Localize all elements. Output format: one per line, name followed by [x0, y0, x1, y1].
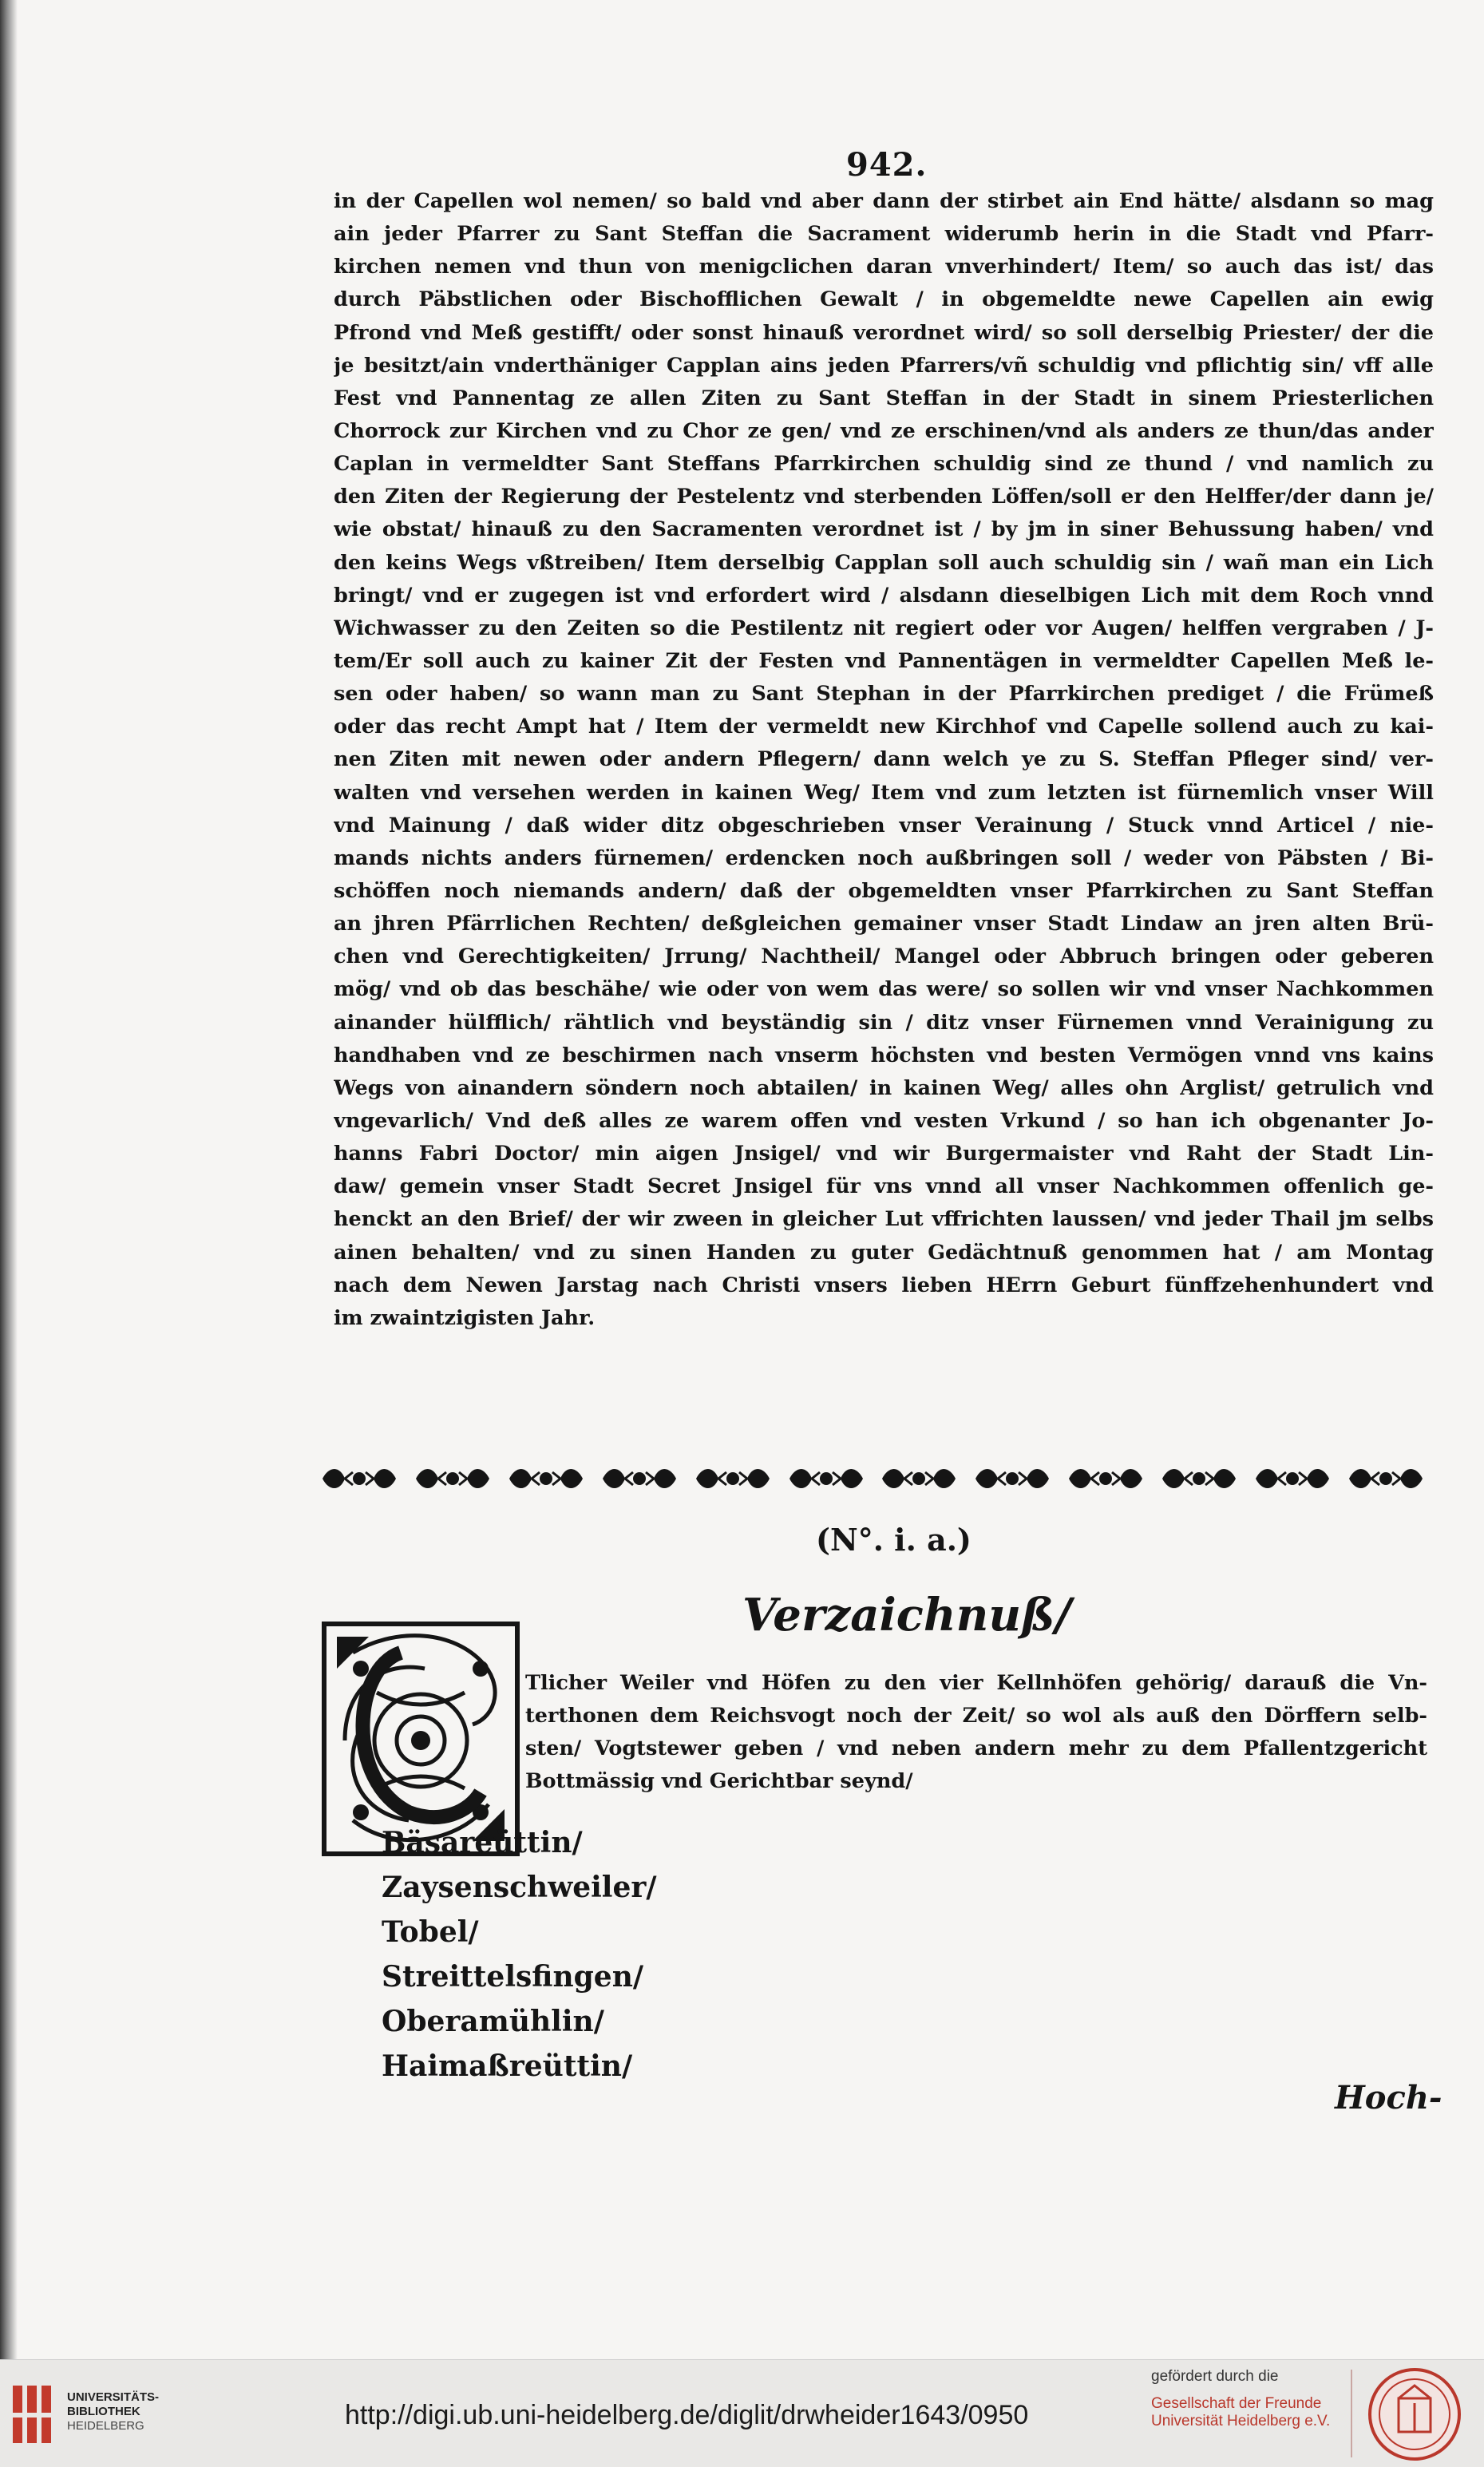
text-line: Caplan in vermeldter Sant Steffans Pfarrkirchen schuldig sind ze thund / vnd namlich zu: [334, 452, 1434, 477]
text-line: walten vnd versehen werden in kainen Weg/ Item vnd zum letzten ist fürnemlich vnser Will: [334, 780, 1434, 805]
text-line: ainander hülfflich/ rähtlich vnd beyständig sin / ditz vnser Fürnemen vnnd Verainigung zu: [334, 1010, 1434, 1035]
text-line: terthonen dem Reichsvogt noch der Zeit/ so wol als auß den Dörffern selb-: [525, 1704, 1427, 1728]
text-line: hanns Fabri Doctor/ min aigen Jnsigel/ vnd wir Burgermaister vnd Raht der Stadt Lin-: [334, 1142, 1434, 1166]
list-item: Zaysenschweiler/: [382, 1871, 657, 1904]
sponsor-line-1: Gesellschaft der Freunde: [1151, 2395, 1322, 2412]
text-line: nach dem Newen Jarstag nach Christi vnsers lieben HErrn Geburt fünffzehenhundert vnd: [334, 1273, 1434, 1297]
sponsor-label: gefördert durch die: [1151, 2368, 1279, 2385]
text-line: ainen behalten/ vnd zu sinen Handen zu guter Gedächtnuß genommen hat / am Montag: [334, 1240, 1434, 1265]
text-line: vngevarlich/ Vnd deß alles ze warem offen vnd vesten Vrkund / so han ich obgenanter Jo-: [334, 1108, 1434, 1133]
text-line: schöffen noch niemands andern/ daß der obgemeldten vnser Pfarrkirchen zu Sant Steffan: [334, 878, 1434, 903]
logo-line-3: HEIDELBERG: [67, 2419, 144, 2433]
sponsor-divider: [1351, 2370, 1352, 2457]
printer-ornament-icon: [505, 1463, 588, 1495]
text-line: henckt an den Brief/ der wir zween in gleicher Lut vffrichten laussen/ vnd jeder Thail jm selbs: [334, 1207, 1434, 1232]
text-line: Wegs von ainandern söndern noch abtailen/ in kainen Weg/ alles ohn Arglist/ getrulich vnd: [334, 1075, 1434, 1100]
text-line: oder das recht Ampt hat / Item der vermeldt new Kirchhof vnd Capelle sollend auch zu kai-: [334, 715, 1434, 739]
text-line: Pfrond vnd Meß gestifft/ oder sonst hinauß verordnet wird/ so soll derselbig Priester/ der die: [334, 320, 1434, 345]
list-item: Oberamühlin/: [382, 2005, 604, 2038]
text-line: durch Päbstlichen oder Bischofflichen Gewalt / in obgemeldte newe Capellen ain ewig: [334, 287, 1434, 312]
permalink-url[interactable]: http://digi.ub.uni-heidelberg.de/diglit/drwheider1643/0950: [345, 2400, 1029, 2430]
text-line: je besitzt/ain vnderthäniger Capplan ains jeden Pfarrers/vñ schuldig vnd pflichtig sin/ vff alle: [334, 353, 1434, 378]
printer-ornament-icon: [971, 1463, 1054, 1495]
text-line: nen Ziten mit newen oder andern Pflegern/ dann welch ye zu S. Steffan Pfleger sind/ ver-: [334, 747, 1434, 772]
text-line: Tlicher Weiler vnd Höfen zu den vier Kellnhöfen gehörig/ darauß die Vn-: [525, 1671, 1427, 1695]
text-line: im zwaintzigisten Jahr.: [334, 1305, 596, 1330]
list-item: Bäsareüttin/: [382, 1826, 583, 1859]
text-line: den keins Wegs vßtreiben/ Item derselbig Capplan soll auch schuldig sin / wañ man ein Lich: [334, 550, 1434, 575]
page-gutter-shadow: [0, 0, 18, 2359]
printer-ornament-icon: [1344, 1463, 1427, 1495]
printer-ornament-icon: [877, 1463, 960, 1495]
footer-bar: [0, 2359, 1484, 2467]
university-library-name: [67, 2390, 203, 2433]
text-line: an jhren Pfärrlichen Rechten/ deßgleichen gemainer vnser Stadt Lindaw an jren alten Brü-: [334, 912, 1434, 937]
list-item: Streittelsfingen/: [382, 1960, 644, 1994]
text-line: wie obstat/ hinauß zu den Sacramenten verordnet ist / by jm in siner Behussung haben/ vnd: [334, 517, 1434, 542]
text-line: tem/Er soll auch zu kainer Zit der Festen vnd Pannentägen in vermeldter Capellen Meß le-: [334, 648, 1434, 673]
text-line: mands nichts anders fürnemen/ erdencken noch außbringen soll / weder von Päbsten / Bi-: [334, 845, 1434, 870]
text-line: sen oder haben/ so wann man zu Sant Stephan in der Pfarrkirchen prediget / die Frümeß: [334, 682, 1434, 707]
printer-ornament-icon: [785, 1463, 868, 1495]
text-line: sten/ Vogtstewer geben / vnd neben andern mehr zu dem Pfallentzgericht: [525, 1736, 1427, 1760]
text-line: vnd Mainung / daß wider ditz obgeschrieben vnser Verainung / Stuck vnnd Articel / nie-: [334, 813, 1434, 838]
text-line: chen vnd Gerechtigkeiten/ Jrrung/ Nachtheil/ Mangel oder Abbruch bringen oder geberen: [334, 944, 1434, 969]
text-line: Wichwasser zu den Zeiten so die Pestilentz nit regiert oder vor Augen/ helffen vergraben / J-: [334, 616, 1434, 640]
reference-label: (N°. i. a.): [816, 1522, 972, 1558]
text-line: handhaben vnd ze beschirmen nach vnserm höchsten vnd besten Vermögen vnnd vns kains: [334, 1043, 1434, 1067]
text-line: kirchen nemen vnd thun von menigclichen daran vnverhindert/ Item/ so auch das ist/ das: [334, 255, 1434, 279]
university-library-logo[interactable]: [10, 2374, 193, 2454]
section-heading: Verzaichnuß/: [742, 1589, 1072, 1641]
printer-ornament-icon: [598, 1463, 681, 1495]
text-line: daw/ gemein vnser Stadt Secret Jnsigel für vns vnnd all vnser Nachkommen offenlich ge-: [334, 1174, 1434, 1199]
text-line: Bottmässig vnd Gerichtbar seynd/: [525, 1769, 913, 1793]
printer-ornament-icon: [1158, 1463, 1241, 1495]
printer-ornament-icon: [691, 1463, 774, 1495]
printer-ornament-icon: [1251, 1463, 1334, 1495]
sponsor-name[interactable]: [1151, 2395, 1351, 2430]
printer-ornament-icon: [1064, 1463, 1147, 1495]
text-line: mög/ vnd ob das beschähe/ wie oder von wem das were/ so sollen wir vnd vnser Nachkommen: [334, 977, 1434, 1002]
university-seal-icon: [1367, 2366, 1462, 2462]
text-line: in der Capellen wol nemen/ so bald vnd aber dann der stirbet ain End hätte/ alsdann so mag: [334, 189, 1434, 213]
ornament-band: [318, 1461, 1427, 1496]
logo-line-1: UNIVERSITÄTS-: [67, 2390, 160, 2404]
university-library-logo-icon: [10, 2381, 61, 2448]
list-item: Tobel/: [382, 1915, 479, 1949]
page-number: 942.: [846, 146, 928, 184]
logo-line-2: BIBLIOTHEK: [67, 2405, 140, 2418]
sponsor-line-2: Universität Heidelberg e.V.: [1151, 2413, 1331, 2429]
body-text: [334, 185, 1434, 1335]
printer-ornament-icon: [318, 1463, 401, 1495]
catchword: Hoch-: [1335, 2079, 1442, 2117]
text-line: Fest vnd Pannentag ze allen Ziten zu Sant Steffan in der Stadt in sinem Priesterlichen: [334, 386, 1434, 410]
place-list: [382, 1820, 657, 2089]
intro-text: [525, 1667, 1427, 1798]
text-line: ain jeder Pfarrer zu Sant Steffan die Sacrament widerumb herin in die Stadt vnd Pfarr-: [334, 222, 1434, 247]
text-line: den Ziten der Regierung der Pestelentz vnd sterbenden Löffen/soll er den Helffer/der dann je/: [334, 485, 1434, 509]
list-item: Haimaßreüttin/: [382, 2049, 633, 2083]
text-line: Chorrock zur Kirchen vnd zu Chor ze gen/ vnd ze erschinen/vnd als anders ze thun/das ander: [334, 418, 1434, 443]
text-line: bringt/ vnd er zugegen ist vnd erfordert wird / alsdann dieselbigen Lich mit dem Roch vnnd: [334, 583, 1434, 608]
printer-ornament-icon: [411, 1463, 494, 1495]
